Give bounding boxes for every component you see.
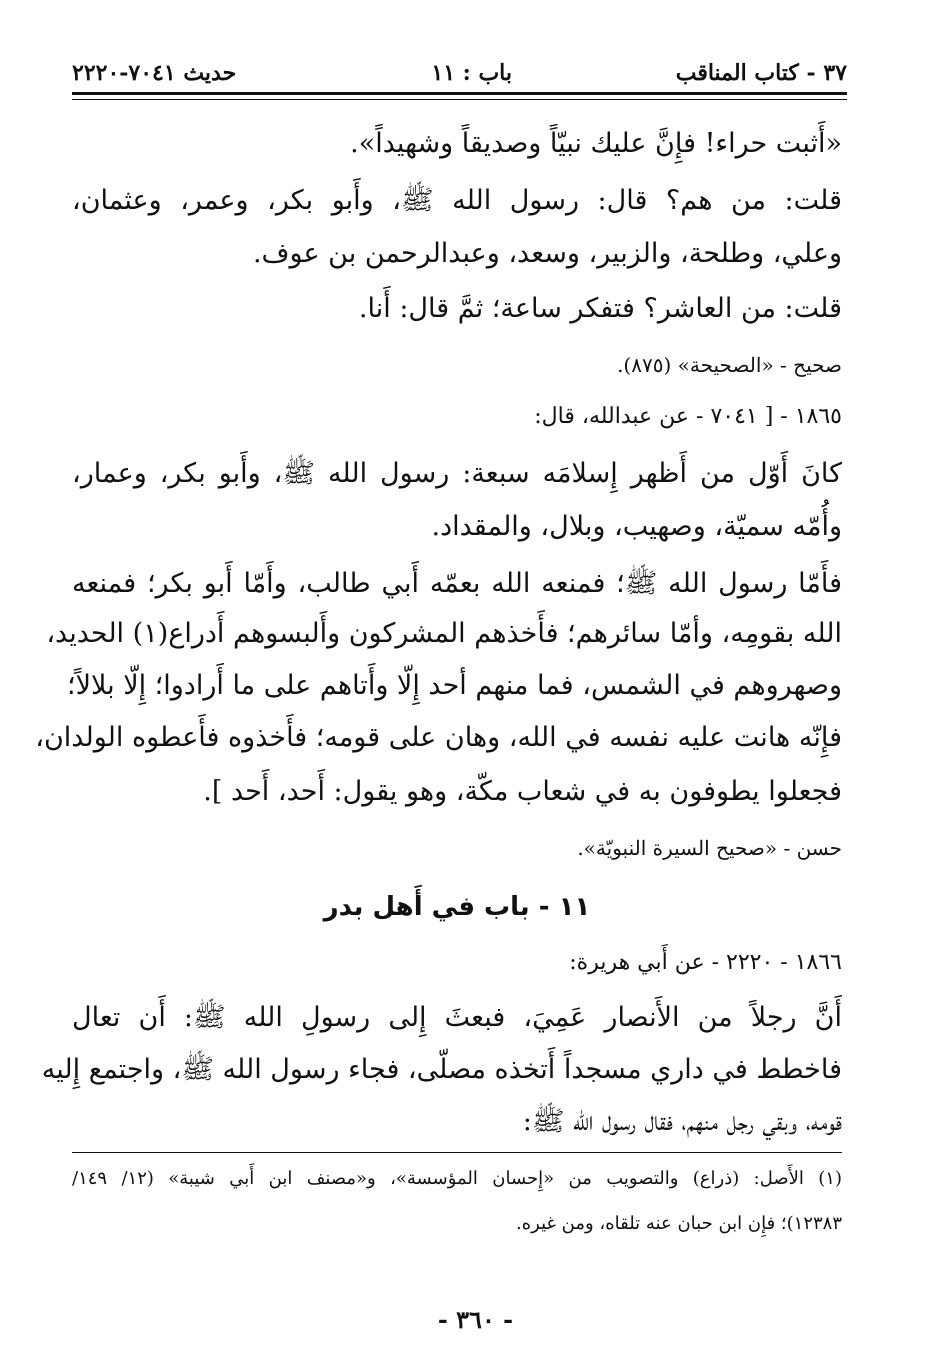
text-line: «أَثبت حراء! فإِنَّ عليك نبيّاً وصديقاً وشهيداً». [350, 128, 842, 159]
text-line: أَنَّ رجلاً من الأَنصار عَمِيَ، فبعثَ إِلى رسولِ الله ﷺ: أَن تعال [72, 1002, 842, 1033]
header-rule-thin [72, 99, 847, 100]
text-line: قلت: من هم؟ قال: رسول الله ﷺ، وأَبو بكر، وعمر، وعثمان، [72, 185, 842, 216]
text-line: فإِنّه هانت عليه نفسه في الله، وهان على قومه؛ فأَخذوه فأَعطوه الولدان، [35, 722, 842, 753]
footnote-line: ١٢٣٨٣)؛ فإِن ابن حبان عنه تلقاه، ومن غيره. [515, 1213, 842, 1234]
page-header [72, 52, 847, 92]
text-line: فاخطط في داري مسجداً أَتخذه مصلّى، فجاء رسول الله ﷺ، واجتمع إِليه [41, 1054, 842, 1085]
text-line: كانَ أَوّل من أَظهر إِسلامَه سبعة: رسول الله ﷺ، وأَبو بكر، وعمار، [72, 458, 842, 489]
chapter-title: ٣٧ - كتاب المناقب [675, 60, 847, 86]
hadith-number-line: ١٨٦٥ - [ ٧٠٤١ - عن عبدالله، قال: [534, 404, 842, 429]
page-number: - ٣٦٠ - [437, 1305, 514, 1334]
text-line: وعلي، وطلحة، والزبير، وسعد، وعبدالرحمن بن عوف. [252, 238, 842, 269]
text-line: وأُمّه سميّة، وصهيب، وبلال، والمقداد. [431, 511, 842, 542]
hadith-range: حديث ٧٠٤١-٢٢٢٠ [72, 60, 237, 86]
hadith-number-line: ١٨٦٦ - ٢٢٢٠ - عن أَبي هريرة: [569, 950, 842, 975]
grading-line: صحيح - «الصحيحة» (٨٧٥). [617, 353, 842, 377]
grading-line: حسن - «صحيح السيرة النبويّة». [577, 836, 842, 860]
section-heading: ١١ - باب في أَهل بدر [323, 892, 591, 922]
text-line: الله بقومِه، وأمّا سائرهم؛ فأَخذهم المشركون وأَلبسوهم أَدراع(١) الحديد، [46, 618, 842, 649]
text-line: قومه، وبقي رجل منهم، فقال رسول الله ﷺ: [522, 1106, 842, 1137]
header-rule-thick [72, 92, 847, 95]
text-line: فأَمّا رسول الله ﷺ؛ فمنعه الله بعمّه أَبي طالب، وأَمّا أَبو بكر؛ فمنعه [72, 568, 842, 599]
footnote-rule [72, 1152, 842, 1153]
text-line: فجعلوا يطوفون به في شعاب مكّة، وهو يقول: أَحد، أَحد ]. [203, 776, 842, 807]
text-line: قلت: من العاشر؟ فتفكر ساعة؛ ثمَّ قال: أَنا. [358, 293, 842, 324]
bab-label: باب : ١١ [431, 60, 512, 86]
text-line: وصهروهم في الشمس، فما منهم أحد إِلّا وأَتاهم على ما أَرادوا؛ إِلّا بلالاً؛ [67, 670, 842, 701]
footnote-line: (١) الأَصل: (ذراع) والتصويب من «إِحسان المؤسسة»، و«مصنف ابن أَبي شيبة» (١٢/ ١٤٩/ [72, 1168, 842, 1189]
